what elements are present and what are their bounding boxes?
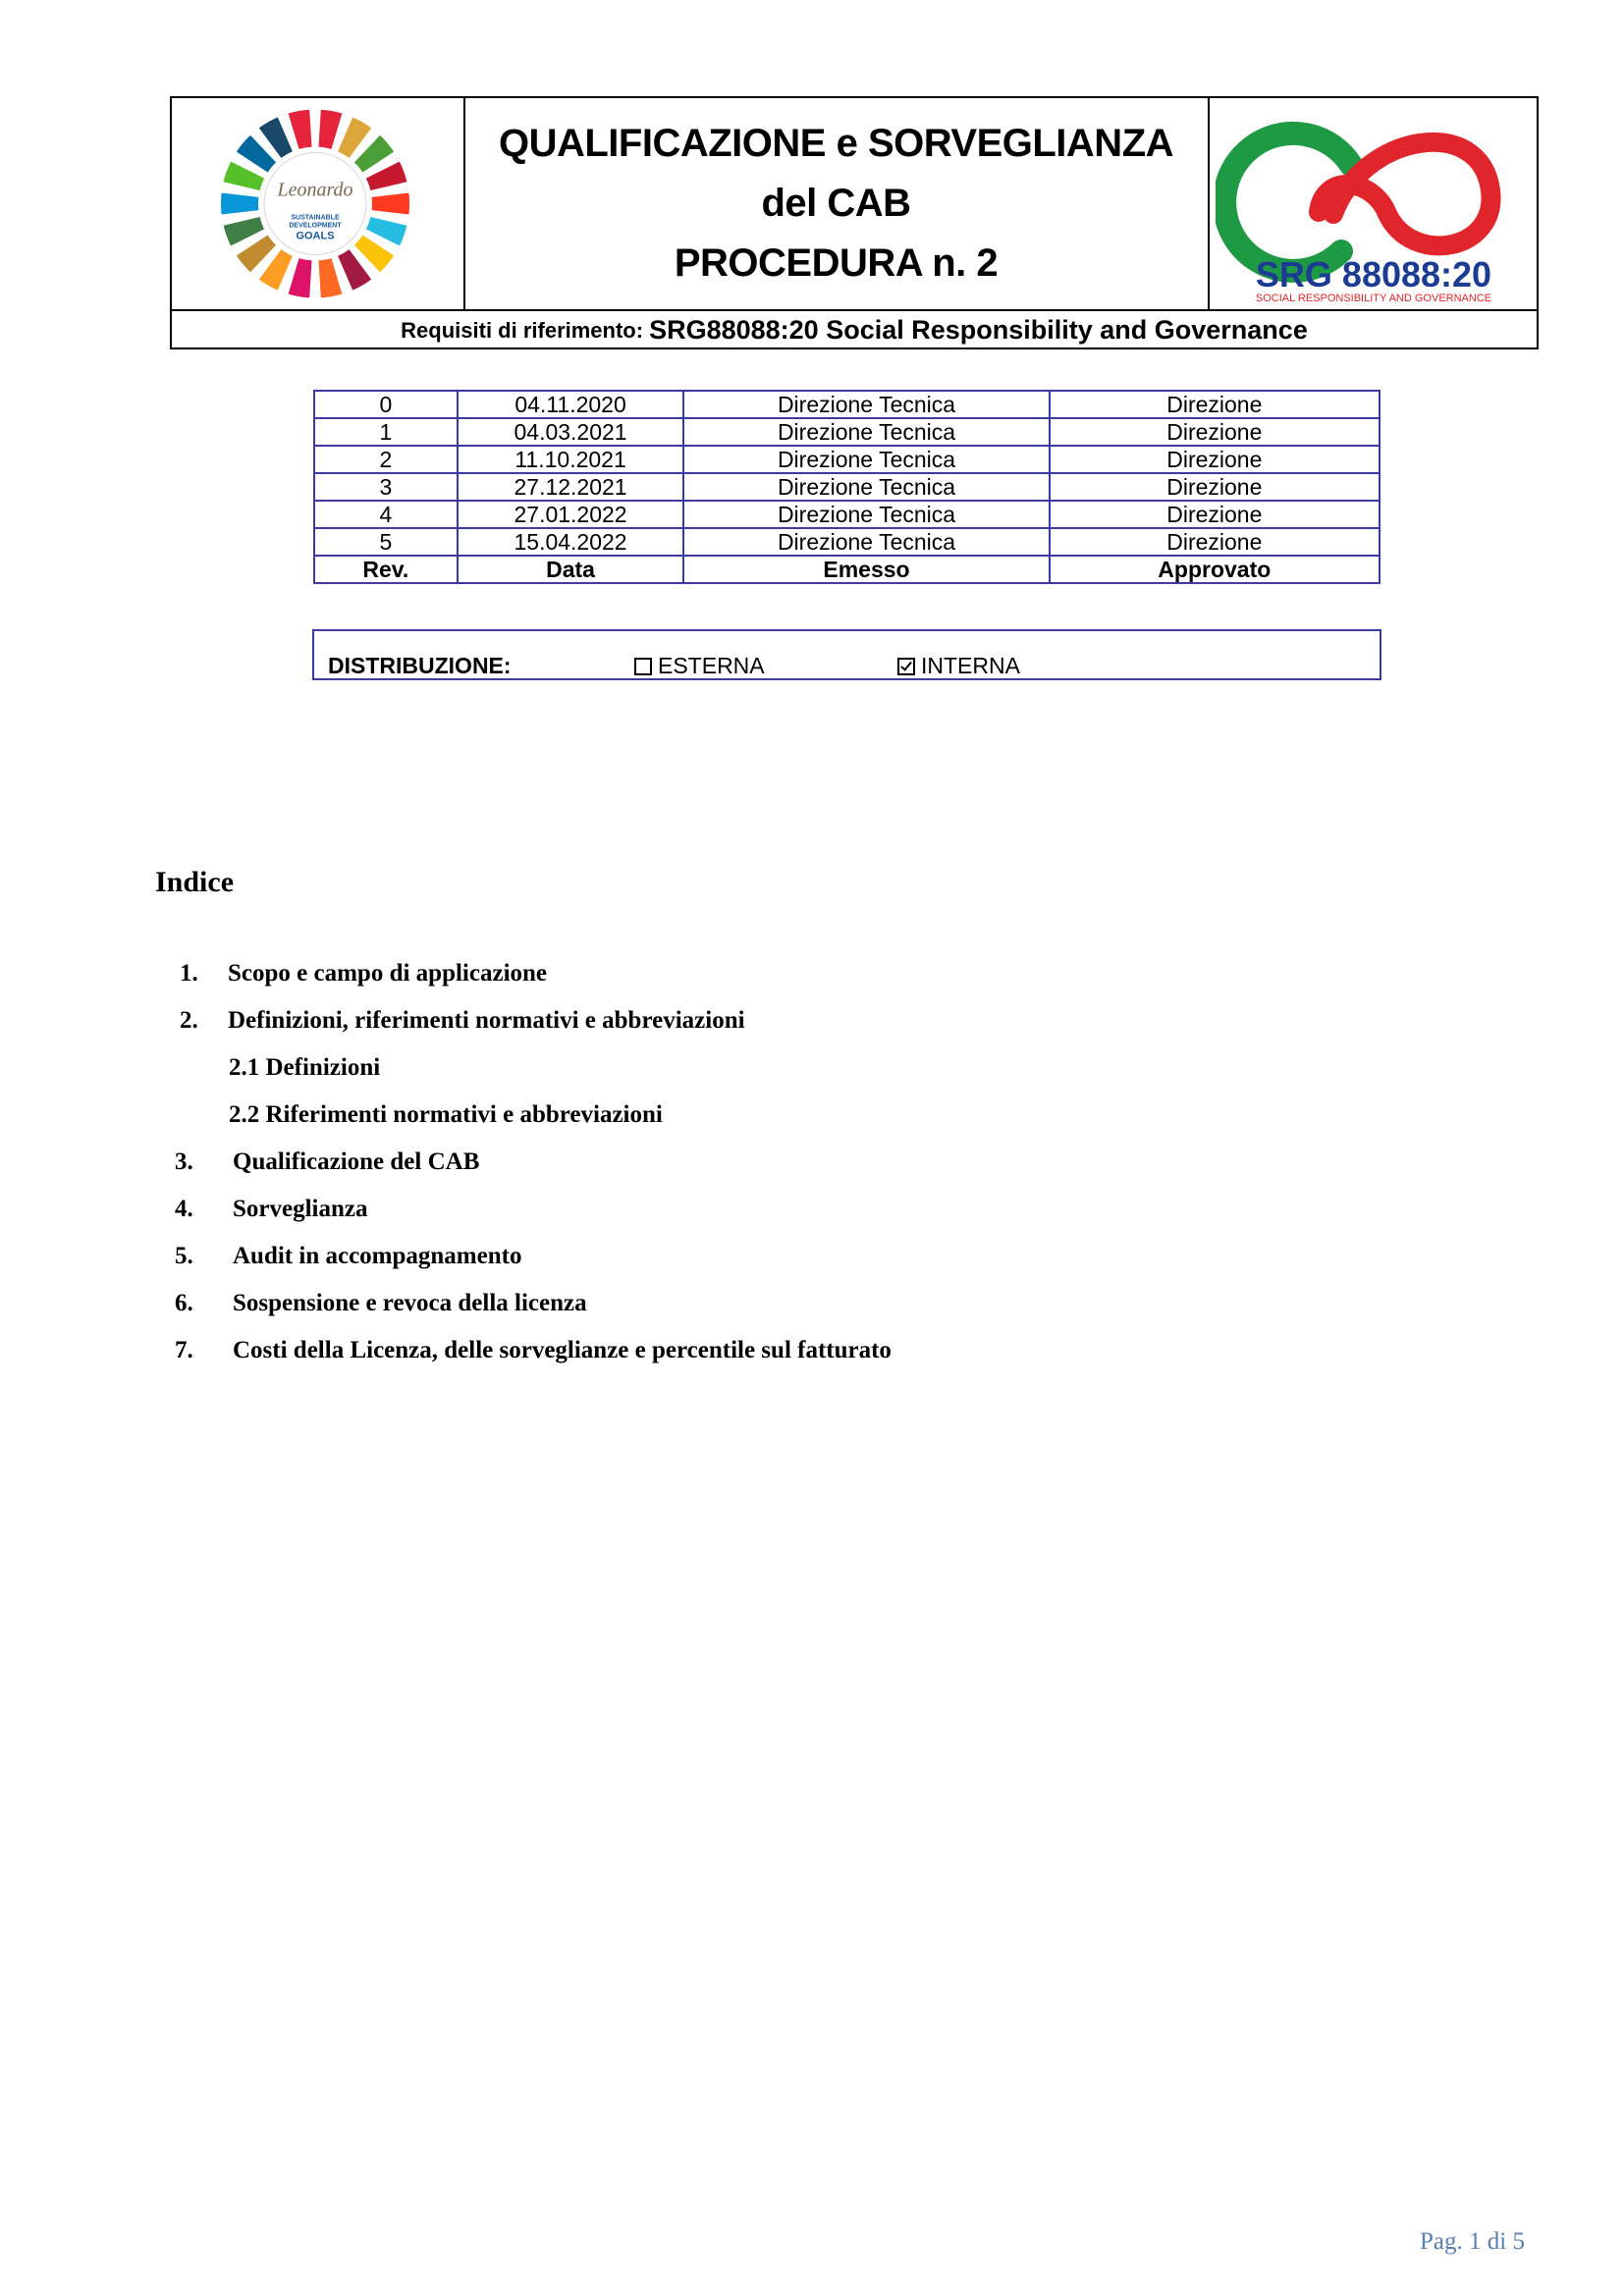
revision-cell-rev: 0: [314, 391, 458, 418]
srg-logo-subtitle: SOCIAL RESPONSIBILITY AND GOVERNANCE: [1255, 293, 1492, 304]
sdg-text-line-3: GOALS: [296, 230, 335, 242]
toc-item-number: 3.: [175, 1148, 193, 1175]
sdg-wheel-segment: [221, 193, 258, 215]
toc-item-text: Qualificazione del CAB: [233, 1148, 480, 1175]
revision-cell-emesso: Direzione Tecnica: [683, 501, 1049, 528]
toc-item-text: Audit in accompagnamento: [233, 1243, 522, 1269]
revision-cell-approvato: Direzione: [1050, 418, 1380, 446]
revision-cell-data: 04.03.2021: [458, 418, 684, 446]
revision-cell-emesso: Direzione Tecnica: [683, 473, 1049, 501]
revision-cell-approvato: Direzione: [1050, 473, 1380, 501]
revision-cell-rev: 3: [314, 473, 458, 501]
checkbox-unchecked-icon: [634, 658, 652, 675]
toc-item-text: Scopo e campo di applicazione: [228, 960, 548, 987]
revision-cell-data: 27.12.2021: [458, 473, 684, 501]
revision-row: [314, 418, 1380, 446]
toc-item-number: 5.: [175, 1243, 193, 1269]
sdg-wheel-segment: [289, 258, 312, 297]
srg-logo: [1216, 104, 1532, 305]
toc-item-text: Definizioni, riferimenti normativi e abbreviazioni: [228, 1007, 745, 1034]
revision-cell-data: 04.11.2020: [458, 391, 684, 418]
revision-row: [314, 528, 1380, 556]
revision-row: [314, 391, 1380, 418]
distribution-option-external: [634, 653, 765, 679]
checkbox-checked-icon: [897, 658, 915, 675]
revision-table: [313, 390, 1380, 584]
toc-item-number: 7.: [175, 1337, 193, 1363]
leonardo-logo-text: Leonardo: [277, 179, 353, 201]
toc-item-text: 2.1 Definizioni: [229, 1054, 381, 1081]
document-header: [170, 96, 1539, 349]
page-number: Pag. 1 di 5: [1420, 2228, 1525, 2255]
sdg-wheel-segment: [289, 110, 312, 149]
revision-cell-rev: 2: [314, 446, 458, 473]
requirements-label: Requisiti di riferimento:: [401, 317, 644, 343]
revision-cell-emesso: Direzione Tecnica: [683, 391, 1049, 418]
toc-item-text: Sorveglianza: [233, 1196, 368, 1222]
revision-cell-approvato: Direzione: [1050, 528, 1380, 556]
sdg-wheel-segment: [319, 110, 343, 149]
distribution-box: [312, 629, 1381, 680]
srg-logo-code: SRG 88088:20: [1255, 254, 1492, 294]
toc-item-number: 2.: [180, 1007, 198, 1034]
toc-item-text: Sospensione e revoca della licenza: [233, 1290, 587, 1316]
revision-cell-data: 11.10.2021: [458, 446, 684, 473]
sdg-wheel-segment: [372, 193, 409, 215]
requirements-value: SRG88088:20 Social Responsibility and Governance: [649, 315, 1308, 345]
revision-row: [314, 501, 1380, 528]
sdg-wheel-segment: [319, 258, 343, 297]
revision-cell-emesso: Direzione Tecnica: [683, 418, 1049, 446]
revision-cell-rev: 1: [314, 418, 458, 446]
toc-item-number: 1.: [180, 960, 198, 987]
toc-item-text: 2.2 Riferimenti normativi e abbreviazioni: [229, 1101, 663, 1128]
revision-row: [314, 446, 1380, 473]
sdg-wheel-logo: [217, 104, 413, 303]
distribution-internal-label: INTERNA: [921, 653, 1020, 678]
column-header-data: Data: [458, 556, 684, 583]
revision-cell-approvato: Direzione: [1050, 446, 1380, 473]
index-title: Indice: [155, 866, 235, 898]
revision-cell-approvato: Direzione: [1050, 501, 1380, 528]
distribution-external-label: ESTERNA: [658, 653, 765, 678]
sdg-text-line-1: SUSTAINABLE: [291, 214, 340, 222]
revision-row: [314, 473, 1380, 501]
requirements-row: [172, 311, 1537, 349]
revision-cell-data: 15.04.2022: [458, 528, 684, 556]
toc-item-number: 6.: [175, 1290, 193, 1316]
revision-cell-approvato: Direzione: [1050, 391, 1380, 418]
revision-cell-rev: 5: [314, 528, 458, 556]
column-header-emesso: Emesso: [683, 556, 1049, 583]
revision-cell-rev: 4: [314, 501, 458, 528]
toc-item-number: 4.: [175, 1196, 193, 1222]
revision-header-row: [314, 556, 1380, 583]
column-header-approvato: Approvato: [1050, 556, 1380, 583]
revision-cell-emesso: Direzione Tecnica: [683, 528, 1049, 556]
revision-cell-emesso: Direzione Tecnica: [683, 446, 1049, 473]
distribution-option-internal: [897, 653, 1020, 679]
sdg-text-line-2: DEVELOPMENT: [289, 222, 342, 230]
column-header-rev: Rev.: [314, 556, 458, 583]
document-title: [463, 98, 1209, 309]
title-line-2: del CAB: [761, 182, 911, 225]
title-line-1: QUALIFICAZIONE e SORVEGLIANZA: [498, 122, 1174, 165]
title-line-3: PROCEDURA n. 2: [674, 241, 999, 285]
toc-item-text: Costi della Licenza, delle sorveglianze e percentile sul fatturato: [233, 1337, 892, 1363]
distribution-label: DISTRIBUZIONE:: [328, 653, 512, 678]
revision-cell-data: 27.01.2022: [458, 501, 684, 528]
